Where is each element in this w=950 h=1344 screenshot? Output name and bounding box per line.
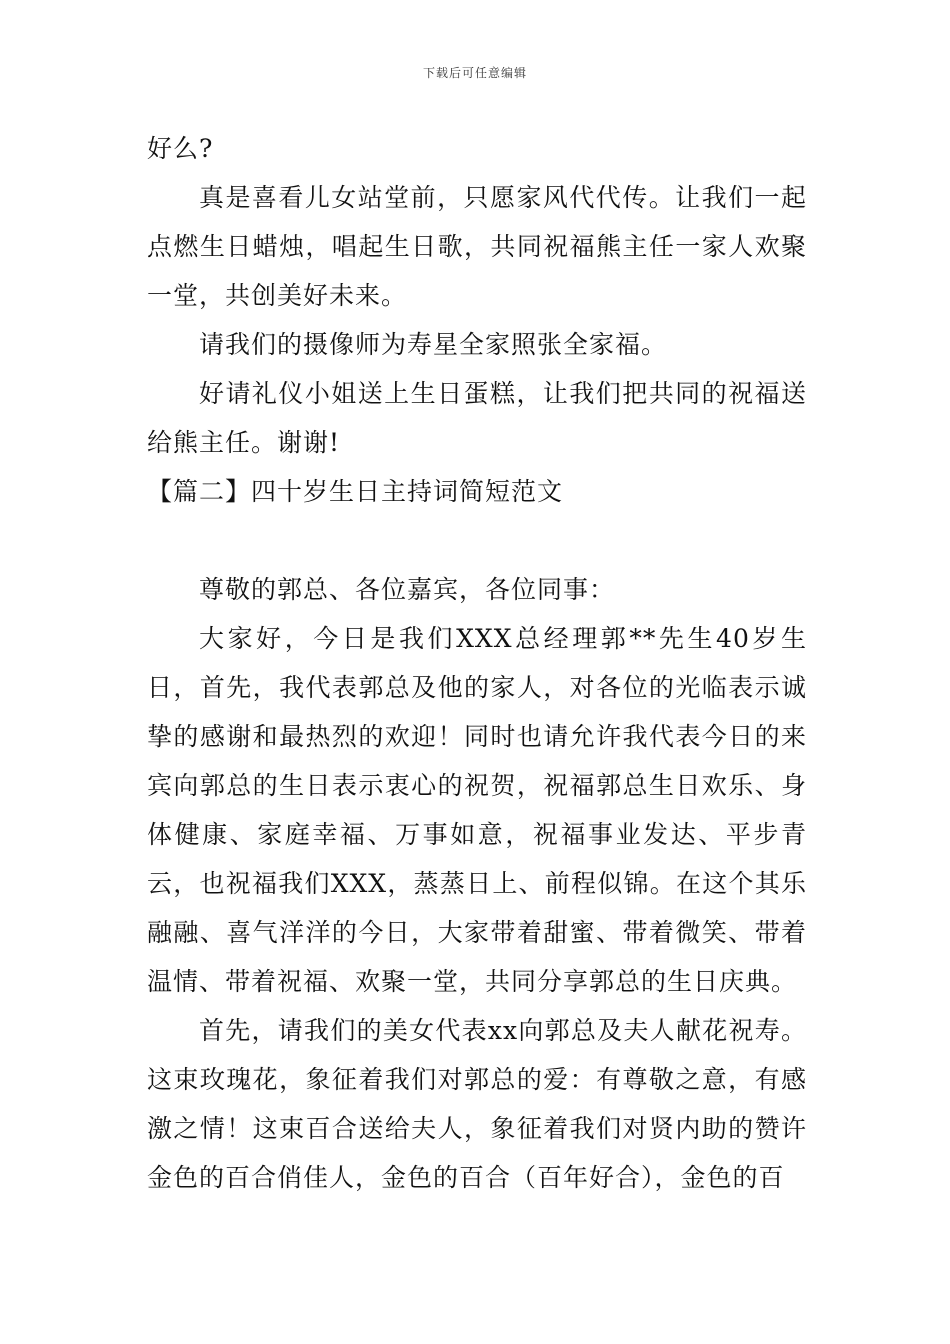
paragraph-birthday-candles: 真是喜看儿女站堂前，只愿家风代代传。让我们一起点燃生日蜡烛，唱起生日歌，共同祝福熊主任一家人欢聚一堂，共创美好未来。 bbox=[147, 183, 807, 310]
page-header-note: 下载后可任意编辑 bbox=[422, 66, 527, 80]
paragraph-salutation: 尊敬的郭总、各位嘉宾，各位同事： bbox=[199, 575, 616, 604]
paragraph-flowers: 首先，请我们的美女代表xx向郭总及夫人献花祝寿。这束玫瑰花，象征着我们对郭总的爱：有尊敬之意，有感激之情！这束百合送给夫人，象征着我们对贤内助的赞许金色的百合俏佳人，金色的百合（百年好合），金色的百 bbox=[147, 1016, 807, 1192]
paragraph-greeting: 大家好，今日是我们XXX总经理郭**先生40岁生日，首先，我代表郭总及他的家人，对各位的光临表示诚挚的感谢和最热烈的欢迎！同时也请允许我代表今日的来宾向郭总的生日表示衷心的祝贺，祝福郭总生日欢乐、身体健康、家庭幸福、万事如意，祝福事业发达、平步青云，也祝福我们XXX，蒸蒸日上、前程似锦。在这个其乐融融、喜气洋洋的今日，大家带着甜蜜、带着微笑、带着温情、带着祝福、欢聚一堂，共同分享郭总的生日庆典。 bbox=[147, 624, 807, 996]
section-heading: 【篇二】四十岁生日主持词简短范文 bbox=[147, 477, 564, 506]
paragraph-family-photo: 请我们的摄像师为寿星全家照张全家福。 bbox=[199, 330, 668, 359]
paragraph-continuation: 好么? bbox=[147, 134, 214, 163]
document-body bbox=[147, 124, 807, 1202]
blank-line bbox=[147, 516, 807, 565]
paragraph-birthday-cake: 好请礼仪小姐送上生日蛋糕，让我们把共同的祝福送给熊主任。谢谢! bbox=[147, 379, 807, 457]
